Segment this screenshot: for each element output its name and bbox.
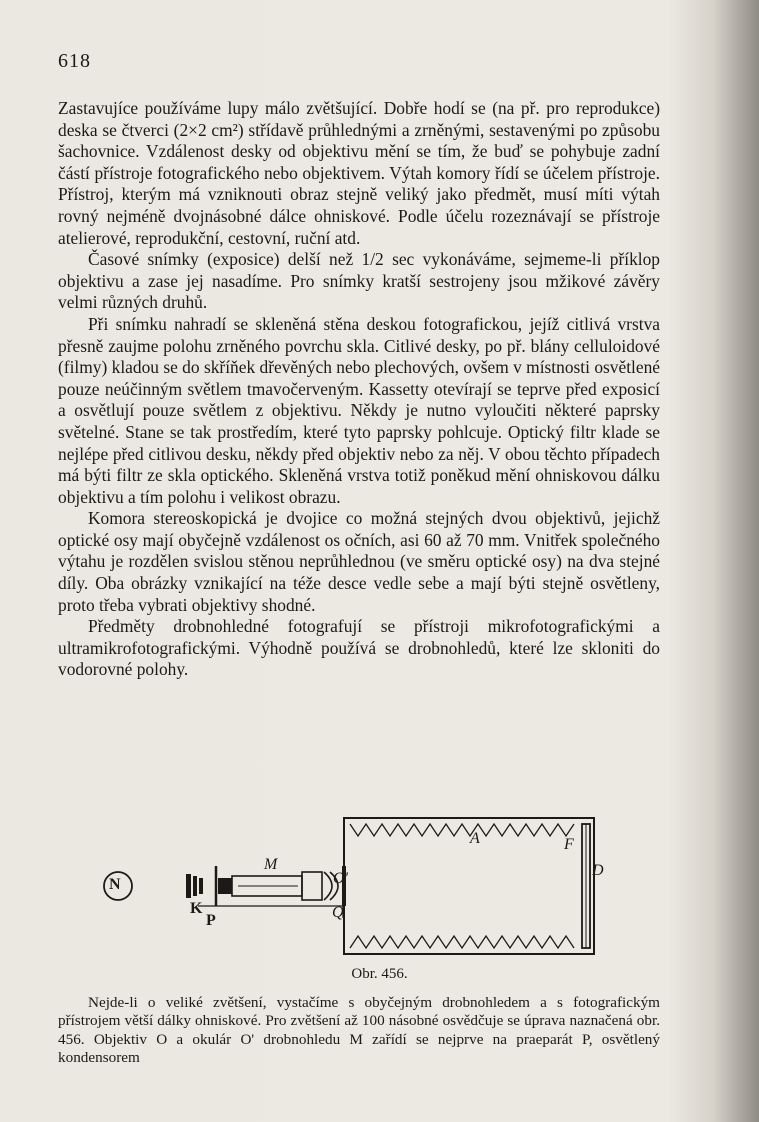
label-k: K bbox=[190, 900, 203, 917]
paragraph-stereoscopic-camera: Komora stereoskopická je dvojice co možná stejných dvou objektivů, jejichž optické osy mají obyčejně vzdálenost os očních, asi 60 až 70 mm. Vnitřek společného výtahu je rozdělen svislou stěnou neprůhlednou (ve směru optické osy) na dva stejné díly. Oba obrázky vznikající na téže desce vedle sebe a mají býti stejně osvětleny, proto třeba vybrati objektivy shodné. bbox=[58, 508, 660, 615]
paragraph-lenses: Zastavujíce používáme lupy málo zvětšující. Dobře hodí se (na př. pro reprodukce) deska se čtverci (2×2 cm²) střídavě průhlednými a zrněnými, sestavenými po způsobu šachovnice. Vzdálenost desky od objektivu mění se tím, že buď se pohybuje zadní částí přístroje fotografického nebo objektivem. Výtah komory řídí se účelem přístroje. Přístroj, kterým má vzniknouti obraz stejně veliký jako předmět, musí míti výtah rovný nejméně dvojnásobné dálce ohniskové. Podle účelu rozeznávají se přístroje atelierové, reprodukční, cestovní, ruční atd. bbox=[58, 98, 660, 248]
microphotography-apparatus-diagram bbox=[88, 806, 668, 971]
label-m: M bbox=[264, 856, 278, 873]
paragraph-microphotography: Předměty drobnohledné fotografují se přístroji mikrofotografickými a ultramikrofotografickými. Výhodně používá se drobnohledů, které lze skloniti do vodorovné polohy. bbox=[58, 616, 660, 680]
page-number: 618 bbox=[58, 50, 91, 72]
label-d: D bbox=[592, 862, 604, 879]
label-p: P bbox=[206, 912, 216, 929]
paragraph-time-exposures: Časové snímky (exposice) delší než 1/2 sec vykonáváme, sejmeme-li příklop objektivu a zase jej nasadíme. Pro snímky kratší sestrojeny jsou mžikové závěry velmi různých druhů. bbox=[58, 249, 660, 313]
bellows-bottom bbox=[350, 936, 574, 948]
label-q: Q bbox=[332, 904, 344, 921]
condenser bbox=[186, 874, 203, 898]
microscope-tube bbox=[218, 872, 338, 900]
figure-caption: Obr. 456. bbox=[351, 966, 408, 982]
figure-456 bbox=[88, 806, 668, 971]
footer-text bbox=[58, 994, 660, 1068]
bellows-top bbox=[350, 824, 574, 836]
label-n: N bbox=[109, 876, 121, 893]
paragraph-footer: Nejde-li o veliké zvětšení, vystačíme s obyčejným drobnohledem a s fotografickým přístrojem větší dálky ohniskové. Pro zvětšení až 100 násobné osvědčuje se úprava naznačená obr. 456. Objektiv O a okulár O' drobnohledu M zařídí se nejprve na praeparát P, osvětlený kondensorem bbox=[58, 994, 660, 1067]
camera-box bbox=[344, 818, 594, 954]
label-o-prime: O' bbox=[333, 870, 348, 887]
label-a: A bbox=[470, 830, 480, 847]
label-f: F bbox=[564, 836, 574, 853]
paragraph-photo-plate: Při snímku nahradí se skleněná stěna deskou fotografickou, jejíž citlivá vrstva přesně zaujme polohu zrněného povrchu skla. Citlivé desky, po př. blány celluloidové (filmy) kladou se do skříňek dřevěných nebo plechových, ovšem v místnosti osvětlené pouze neúčinným světlem tmavočerveným. Kassetty otevírají se teprve před exposicí a osvětlují pouze světlem z objektivu. Někdy je nutno vyloučiti některé paprsky světelné. Stane se tak prostředím, které tyto paprsky pohlcuje. Optický filtr klade se nejlépe před citlivou desku, někdy před objektiv nebo za něj. V obou těchto případech má býti filtr ze skla optického. Skleněná vrstva totiž poněkud mění ohniskovou dálku objektivu a tím polohu i velikost obrazu. bbox=[58, 313, 660, 507]
body-text bbox=[58, 98, 660, 681]
